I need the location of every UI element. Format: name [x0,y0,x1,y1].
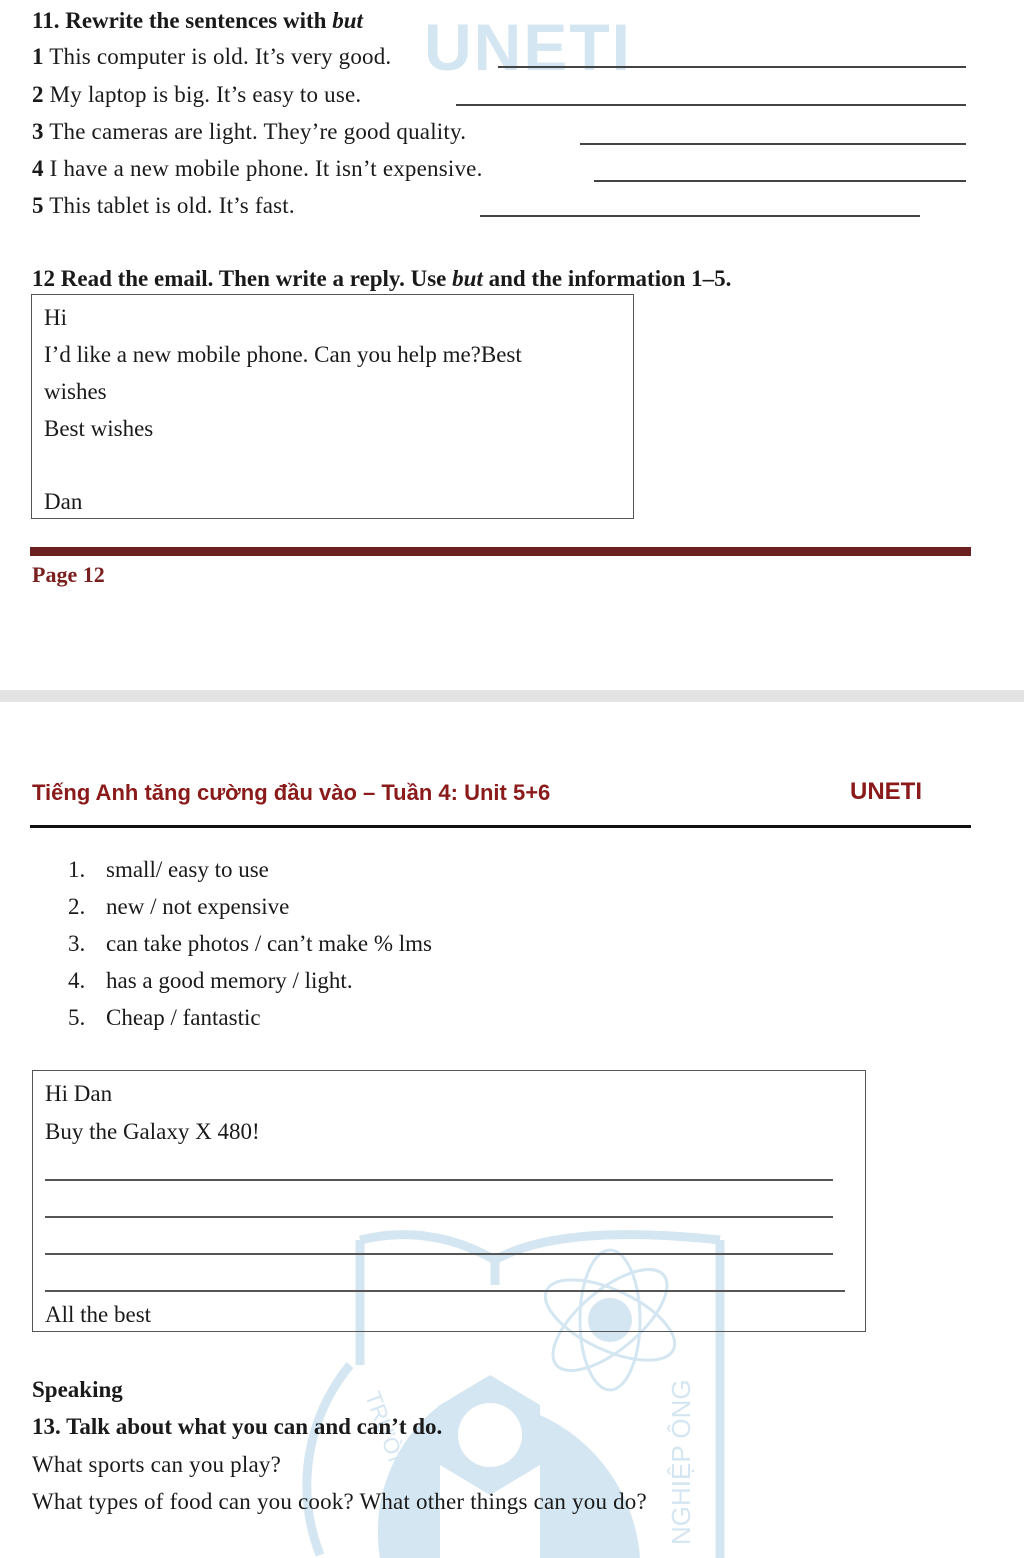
item-number: 5 [32,193,44,218]
reply-box [32,1070,866,1332]
logo-text-left: TRƯỜNG ĐẠ [360,1388,431,1526]
answer-blank-3[interactable] [580,143,966,145]
info-list-item [68,857,269,883]
reply-closing: All the best [45,1302,152,1327]
speaking-question-1: What sports can you play? [32,1452,281,1477]
info-number: 5. [68,1005,86,1030]
page-header-brand: UNETI [850,778,922,805]
exercise-11-title-text: 11. Rewrite the sentences with [32,8,333,33]
info-text: Cheap / fantastic [106,1005,261,1030]
answer-blank-1[interactable] [498,66,966,68]
speaking-heading: Speaking [32,1377,123,1402]
item-number: 1 [32,44,44,69]
email-body-line-2: wishes [44,379,107,404]
reply-write-line-4[interactable] [45,1290,845,1292]
answer-blank-5[interactable] [480,215,920,217]
email-body-line-1: I’d like a new mobile phone. Can you help me?Best [44,342,522,367]
exercise-12-title-text: 12 Read the email. Then write a reply. Use [32,266,453,291]
page-separator [0,690,1024,702]
info-list-item [68,968,353,994]
reply-write-line-1[interactable] [45,1179,833,1181]
page-header-title: Tiếng Anh tăng cường đầu vào – Tuần 4: Unit 5+6 [32,780,551,805]
info-text: new / not expensive [106,894,290,919]
exercise-11-title [32,8,363,34]
info-number: 1. [68,857,86,882]
item-number: 3 [32,119,44,144]
info-number: 3. [68,931,86,956]
reply-greeting: Hi Dan [45,1081,113,1106]
exercise-12-title-italic: but [452,266,483,291]
email-closing: Best wishes [44,416,154,441]
watermark-text: UNETI [424,10,632,84]
email-box [31,294,634,519]
exercise-12-title [32,266,731,292]
exercise-11-item-2 [32,82,361,108]
exercise-12-title-suffix: and the information 1–5. [482,266,732,291]
page-number: Page 12 [32,562,105,587]
exercise-11-item-3 [32,119,466,145]
reply-line-1: Buy the Galaxy X 480! [45,1119,260,1144]
answer-blank-2[interactable] [456,104,966,106]
info-list-item [68,931,432,957]
logo-text-right: NGHIỆP ÔNG [666,1379,696,1545]
logo-arc-left [307,1365,350,1555]
exercise-11-item-4 [32,156,483,182]
item-text: I have a new mobile phone. It isn’t expensive. [49,156,483,181]
answer-blank-4[interactable] [594,180,966,182]
exercise-11-item-1 [32,44,391,70]
exercise-11-title-italic: but [332,8,363,33]
exercise-13-title: 13. Talk about what you can and can’t do. [32,1414,443,1439]
item-text: This computer is old. It’s very good. [49,44,392,69]
item-number: 2 [32,82,44,107]
info-text: has a good memory / light. [106,968,353,993]
item-text: My laptop is big. It’s easy to use. [49,82,362,107]
info-number: 4. [68,968,86,993]
email-signature: Dan [44,489,83,514]
reply-write-line-2[interactable] [45,1216,833,1218]
reply-write-line-3[interactable] [45,1253,833,1255]
speaking-question-2: What types of food can you cook? What other things can you do? [32,1489,647,1514]
exercise-11-item-5 [32,193,295,219]
item-number: 4 [32,156,44,181]
info-text: can take photos / can’t make % lms [106,931,432,956]
info-list-item [68,1005,261,1031]
info-list-item [68,894,289,920]
item-text: The cameras are light. They’re good quality. [49,119,467,144]
header-rule [30,825,971,828]
info-number: 2. [68,894,86,919]
item-text: This tablet is old. It’s fast. [49,193,295,218]
email-greeting: Hi [44,305,67,330]
info-text: small/ easy to use [106,857,269,882]
footer-divider [30,547,971,556]
